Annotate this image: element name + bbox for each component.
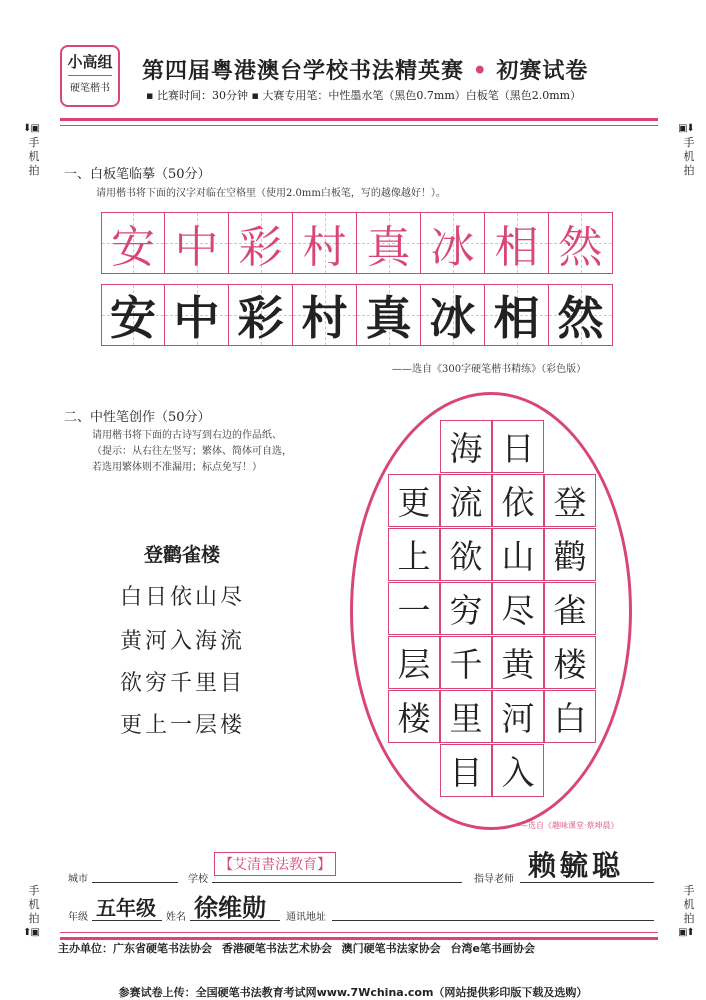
model-char: 中 xyxy=(174,222,219,273)
poem-line: 白日依山尽 xyxy=(120,585,246,610)
artwork-char-cell: 雀 xyxy=(544,582,596,635)
artwork-char-cell: 流 xyxy=(440,474,492,527)
section1-heading: 一、白板笔临摹（50分） xyxy=(64,167,211,182)
poem-title: 登鹳雀楼 xyxy=(144,544,221,566)
model-char: 然 xyxy=(558,222,603,273)
section2-instruction xyxy=(92,428,292,476)
written-char: 彩 xyxy=(237,291,284,345)
model-cell xyxy=(549,212,613,274)
badge-group: 小高组 xyxy=(67,53,113,71)
model-char: 真 xyxy=(366,222,411,273)
model-char: 彩 xyxy=(238,222,283,273)
model-char: 安 xyxy=(111,222,155,273)
written-char: 真 xyxy=(365,291,412,345)
address-label: 通讯地址 xyxy=(286,912,326,923)
artwork-char-cell: 欲 xyxy=(440,528,492,581)
poem-line: 欲穷千里目 xyxy=(120,671,246,696)
artwork-char-cell: 黄 xyxy=(492,636,544,689)
artwork-char-cell: 更 xyxy=(388,474,440,527)
artwork-char-cell: 鹳 xyxy=(544,528,596,581)
artwork-char-cell: 上 xyxy=(388,528,440,581)
side-char-2: 机 xyxy=(28,898,40,911)
artwork-char-cell: 穷 xyxy=(440,582,492,635)
model-cell xyxy=(101,212,165,274)
instruction-line: 请用楷书将下面的古诗写到右边的作品纸、 xyxy=(92,430,282,441)
practice-row xyxy=(101,284,619,346)
section2-heading: 二、中性笔创作（50分） xyxy=(64,410,211,425)
section1-instruction: 请用楷书将下面的汉字对临在空格里（使用2.0mm白板笔，写的越像越好！）。 xyxy=(96,188,446,199)
badge-style: 硬笔楷书 xyxy=(70,83,110,94)
organizers: 主办单位：广东省硬笔书法协会 香港硬笔书法艺术协会 澳门硬笔书法家协会 台湾e笔书画协会 xyxy=(58,942,535,955)
side-char-1: 手 xyxy=(28,136,40,149)
practice-cell xyxy=(229,284,293,346)
model-cell xyxy=(421,212,485,274)
name-label: 姓名 xyxy=(166,912,186,923)
artwork-char-cell: 日 xyxy=(492,420,544,473)
artwork-source: ——选自《趣味课堂·蔡坤晨》 xyxy=(512,821,619,830)
side-char-3: 拍 xyxy=(28,164,40,177)
page-title xyxy=(142,54,588,85)
practice-cell xyxy=(101,284,165,346)
artwork-char-cell: 海 xyxy=(440,420,492,473)
artwork-char-cell: 登 xyxy=(544,474,596,527)
grade-value: 五年级 xyxy=(96,896,156,920)
artwork-char-cell: 尽 xyxy=(492,582,544,635)
practice-cell xyxy=(357,284,421,346)
school-stamp: 【艾清書法教育】 xyxy=(214,852,336,876)
artwork-char-cell: 入 xyxy=(492,744,544,797)
school-label: 学校 xyxy=(188,874,208,885)
artwork-char-cell: 楼 xyxy=(544,636,596,689)
written-char: 冰 xyxy=(429,291,476,345)
artwork-char-cell: 里 xyxy=(440,690,492,743)
side-label-bottom-right xyxy=(678,884,697,940)
side-label-top-left xyxy=(23,122,42,178)
practice-cell xyxy=(421,284,485,346)
section1-source: ——选自《300字硬笔楷书精练》（彩色版） xyxy=(392,364,587,375)
camera-icon: ⬆▣ xyxy=(23,927,39,938)
instruction-line: （提示：从右往左竖写；繁体、简体可自选， xyxy=(92,446,292,457)
poem-line: 黄河入海流 xyxy=(120,629,246,654)
camera-icon: ▣⬇ xyxy=(678,123,694,134)
model-row xyxy=(101,212,619,274)
title-main: 第四届粤港澳台学校书法精英赛 xyxy=(142,58,465,84)
model-cell xyxy=(165,212,229,274)
artwork-char-cell: 千 xyxy=(440,636,492,689)
written-char: 中 xyxy=(173,291,220,345)
address-field[interactable] xyxy=(332,904,654,921)
side-char-2: 机 xyxy=(683,898,695,911)
teacher-signature: 赖毓聪 xyxy=(528,849,625,882)
model-cell xyxy=(485,212,549,274)
artwork-char-cell: 层 xyxy=(388,636,440,689)
model-cell xyxy=(229,212,293,274)
model-cell xyxy=(293,212,357,274)
artwork-char-cell: 依 xyxy=(492,474,544,527)
title-suffix: 初赛试卷 xyxy=(496,58,589,84)
artwork-char-cell: 河 xyxy=(492,690,544,743)
artwork-char-cell: 一 xyxy=(388,582,440,635)
side-char-3: 拍 xyxy=(683,912,695,925)
artwork-char-cell: 楼 xyxy=(388,690,440,743)
written-char: 然 xyxy=(557,291,604,345)
artwork-char-cell: 目 xyxy=(440,744,492,797)
badge-divider xyxy=(68,75,112,76)
header-divider xyxy=(60,118,658,126)
side-char-3: 拍 xyxy=(683,164,695,177)
artwork-char-cell: 白 xyxy=(544,690,596,743)
practice-cell xyxy=(485,284,549,346)
side-char-1: 手 xyxy=(683,884,695,897)
side-label-bottom-left xyxy=(23,884,42,940)
exam-rules: ▪ 比赛时间：30分钟 ▪ 大赛专用笔：中性墨水笔（黑色0.7mm）白板笔（黑色2.0mm） xyxy=(146,89,582,102)
camera-icon: ⬇▣ xyxy=(23,123,39,134)
side-char-3: 拍 xyxy=(28,912,40,925)
side-char-1: 手 xyxy=(28,884,40,897)
practice-cell xyxy=(549,284,613,346)
name-value: 徐维勋 xyxy=(194,893,266,922)
side-char-1: 手 xyxy=(683,136,695,149)
upload-info: 参赛试卷上传：全国硬笔书法教育考试网www.7Wchina.com（网站提供彩印版下载及选购） xyxy=(118,986,588,999)
poem-line: 更上一层楼 xyxy=(120,713,246,738)
title-dot: • xyxy=(472,58,488,84)
written-char: 安 xyxy=(110,291,156,345)
city-label: 城市 xyxy=(68,874,88,885)
model-cell xyxy=(357,212,421,274)
practice-cell xyxy=(165,284,229,346)
teacher-label: 指导老师 xyxy=(474,874,514,885)
city-field[interactable] xyxy=(92,866,178,883)
model-char: 村 xyxy=(302,222,347,273)
side-label-top-right xyxy=(678,122,697,178)
written-char: 村 xyxy=(301,291,348,345)
camera-icon: ▣⬆ xyxy=(678,927,694,938)
model-char: 相 xyxy=(494,222,539,273)
side-char-2: 机 xyxy=(28,150,40,163)
footer-divider xyxy=(60,932,658,940)
group-badge xyxy=(60,45,120,107)
practice-cell xyxy=(293,284,357,346)
model-char: 冰 xyxy=(430,222,475,273)
written-char: 相 xyxy=(493,291,540,345)
side-char-2: 机 xyxy=(683,150,695,163)
artwork-char-cell: 山 xyxy=(492,528,544,581)
grade-label: 年级 xyxy=(68,912,88,923)
instruction-line: 若选用繁体则不准漏用；标点免写！） xyxy=(92,462,262,473)
